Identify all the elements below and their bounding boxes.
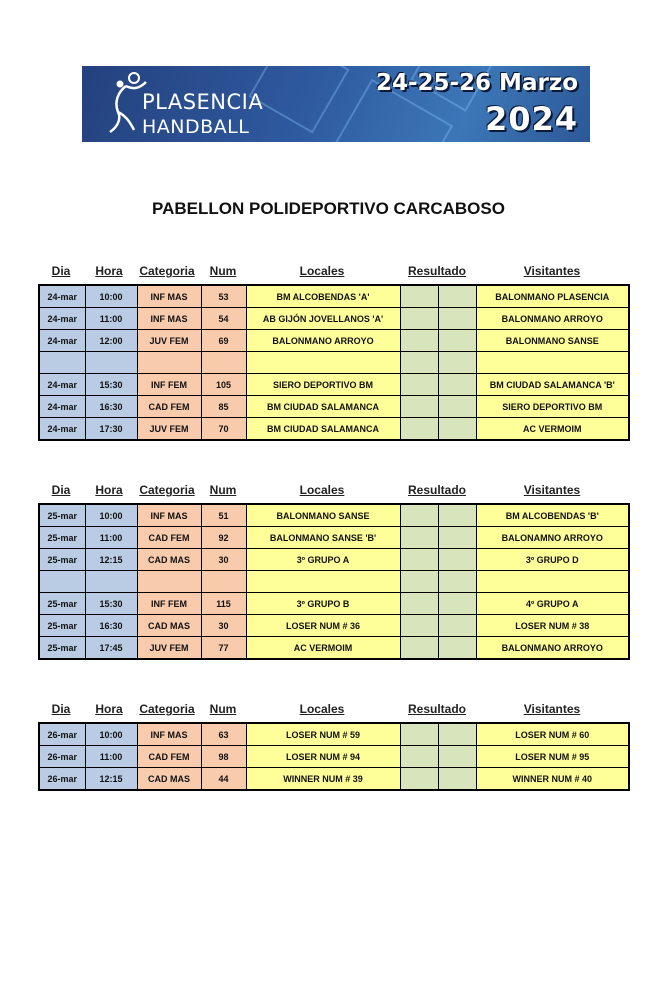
cell-match-number: 63 bbox=[201, 723, 246, 746]
cell-day: 24-mar bbox=[39, 285, 85, 308]
cell-away-score bbox=[438, 285, 476, 308]
cell-time: 15:30 bbox=[85, 593, 137, 615]
cell-home-score bbox=[400, 549, 438, 571]
cell-home-team: AC VERMOIM bbox=[246, 637, 400, 660]
cell-match-number: 51 bbox=[201, 504, 246, 527]
cell-day: 24-mar bbox=[39, 330, 85, 352]
cell-category: INF FEM bbox=[137, 593, 201, 615]
cell-day: 26-mar bbox=[39, 723, 85, 746]
column-header-dia: Dia bbox=[51, 483, 71, 497]
column-header-num: Num bbox=[209, 483, 237, 497]
cell-time bbox=[85, 571, 137, 593]
cell-match-number: 115 bbox=[201, 593, 246, 615]
table-row bbox=[39, 746, 629, 768]
cell-time: 10:00 bbox=[85, 723, 137, 746]
cell-away-team: BALONMANO ARROYO bbox=[476, 637, 629, 660]
cell-away-team: BALONAMNO ARROYO bbox=[476, 527, 629, 549]
cell-time: 17:45 bbox=[85, 637, 137, 660]
cell-match-number: 44 bbox=[201, 768, 246, 791]
cell-home-score bbox=[400, 723, 438, 746]
cell-day: 25-mar bbox=[39, 615, 85, 637]
schedule-table-day-1 bbox=[38, 284, 630, 441]
column-header-num: Num bbox=[209, 264, 237, 278]
cell-match-number: 30 bbox=[201, 549, 246, 571]
cell-category: CAD MAS bbox=[137, 549, 201, 571]
cell-home-score bbox=[400, 418, 438, 441]
cell-match-number: 69 bbox=[201, 330, 246, 352]
cell-category: JUV FEM bbox=[137, 330, 201, 352]
column-header-resultado: Resultado bbox=[407, 702, 467, 716]
cell-home-team: WINNER NUM # 39 bbox=[246, 768, 400, 791]
cell-away-score bbox=[438, 593, 476, 615]
cell-away-team: 4º GRUPO A bbox=[476, 593, 629, 615]
cell-away-score bbox=[438, 615, 476, 637]
cell-time: 10:00 bbox=[85, 504, 137, 527]
cell-category: JUV FEM bbox=[137, 637, 201, 660]
cell-category: INF FEM bbox=[137, 374, 201, 396]
cell-home-team: LOSER NUM # 36 bbox=[246, 615, 400, 637]
cell-home-score bbox=[400, 527, 438, 549]
cell-away-score bbox=[438, 374, 476, 396]
table-row bbox=[39, 637, 629, 660]
cell-away-team: WINNER NUM # 40 bbox=[476, 768, 629, 791]
column-header-visitantes: Visitantes bbox=[523, 264, 581, 278]
cell-away-score bbox=[438, 571, 476, 593]
cell-away-score bbox=[438, 527, 476, 549]
cell-day: 26-mar bbox=[39, 768, 85, 791]
cell-away-team: LOSER NUM # 95 bbox=[476, 746, 629, 768]
cell-match-number: 30 bbox=[201, 615, 246, 637]
cell-category bbox=[137, 352, 201, 374]
column-header-dia: Dia bbox=[51, 264, 71, 278]
banner-year: 2024 bbox=[484, 100, 578, 138]
cell-match-number bbox=[201, 352, 246, 374]
cell-category: INF MAS bbox=[137, 504, 201, 527]
schedule-table-day-2 bbox=[38, 503, 630, 660]
column-header-hora: Hora bbox=[95, 702, 123, 716]
column-header-resultado: Resultado bbox=[407, 483, 467, 497]
table-header-row bbox=[0, 264, 657, 280]
cell-home-team: BALONMANO SANSE 'B' bbox=[246, 527, 400, 549]
table-row bbox=[39, 593, 629, 615]
cell-home-team: LOSER NUM # 94 bbox=[246, 746, 400, 768]
cell-match-number: 85 bbox=[201, 396, 246, 418]
cell-day: 24-mar bbox=[39, 374, 85, 396]
column-header-locales: Locales bbox=[299, 483, 345, 497]
cell-home-team: SIERO DEPORTIVO BM bbox=[246, 374, 400, 396]
column-header-hora: Hora bbox=[95, 483, 123, 497]
cell-away-score bbox=[438, 330, 476, 352]
cell-category: INF MAS bbox=[137, 285, 201, 308]
cell-away-score bbox=[438, 504, 476, 527]
cell-home-score bbox=[400, 746, 438, 768]
column-header-locales: Locales bbox=[299, 702, 345, 716]
column-header-dia: Dia bbox=[51, 702, 71, 716]
cell-home-score bbox=[400, 308, 438, 330]
table-row bbox=[39, 285, 629, 308]
cell-home-score bbox=[400, 637, 438, 660]
cell-away-team: LOSER NUM # 60 bbox=[476, 723, 629, 746]
cell-time: 12:15 bbox=[85, 549, 137, 571]
cell-match-number: 105 bbox=[201, 374, 246, 396]
cell-time: 17:30 bbox=[85, 418, 137, 441]
banner-dates: 24-25-26 Marzo bbox=[375, 70, 578, 96]
table-row bbox=[39, 723, 629, 746]
column-header-visitantes: Visitantes bbox=[523, 483, 581, 497]
cell-home-score bbox=[400, 768, 438, 791]
cell-category: INF MAS bbox=[137, 723, 201, 746]
cell-match-number bbox=[201, 571, 246, 593]
cell-time: 12:00 bbox=[85, 330, 137, 352]
table-row bbox=[39, 527, 629, 549]
cell-day: 25-mar bbox=[39, 549, 85, 571]
cell-category bbox=[137, 571, 201, 593]
cell-match-number: 53 bbox=[201, 285, 246, 308]
cell-away-score bbox=[438, 768, 476, 791]
cell-day: 25-mar bbox=[39, 593, 85, 615]
cell-match-number: 70 bbox=[201, 418, 246, 441]
cell-home-score bbox=[400, 285, 438, 308]
cell-away-team: AC VERMOIM bbox=[476, 418, 629, 441]
table-row bbox=[39, 615, 629, 637]
table-row bbox=[39, 330, 629, 352]
cell-away-team: LOSER NUM # 38 bbox=[476, 615, 629, 637]
cell-home-team: AB GIJÓN JOVELLANOS 'A' bbox=[246, 308, 400, 330]
table-row bbox=[39, 571, 629, 593]
cell-time: 16:30 bbox=[85, 615, 137, 637]
cell-away-score bbox=[438, 418, 476, 441]
cell-home-score bbox=[400, 593, 438, 615]
cell-away-score bbox=[438, 308, 476, 330]
table-header-row bbox=[0, 702, 657, 718]
cell-day bbox=[39, 571, 85, 593]
cell-away-score bbox=[438, 723, 476, 746]
cell-away-score bbox=[438, 352, 476, 374]
cell-time: 12:15 bbox=[85, 768, 137, 791]
column-header-categoria: Categoria bbox=[139, 702, 195, 716]
cell-away-team: BM CIUDAD SALAMANCA 'B' bbox=[476, 374, 629, 396]
cell-home-score bbox=[400, 396, 438, 418]
column-header-num: Num bbox=[209, 702, 237, 716]
cell-time: 10:00 bbox=[85, 285, 137, 308]
cell-home-score bbox=[400, 352, 438, 374]
cell-home-score bbox=[400, 330, 438, 352]
cell-category: CAD MAS bbox=[137, 768, 201, 791]
table-row bbox=[39, 418, 629, 441]
cell-home-team: 3º GRUPO A bbox=[246, 549, 400, 571]
schedule-table-day-3 bbox=[38, 722, 630, 791]
table-row bbox=[39, 308, 629, 330]
cell-home-team: BM CIUDAD SALAMANCA bbox=[246, 418, 400, 441]
cell-home-team bbox=[246, 571, 400, 593]
column-header-categoria: Categoria bbox=[139, 264, 195, 278]
cell-home-team: BM ALCOBENDAS 'A' bbox=[246, 285, 400, 308]
table-row bbox=[39, 768, 629, 791]
cell-match-number: 54 bbox=[201, 308, 246, 330]
cell-away-score bbox=[438, 637, 476, 660]
cell-home-score bbox=[400, 571, 438, 593]
column-header-locales: Locales bbox=[299, 264, 345, 278]
cell-home-score bbox=[400, 615, 438, 637]
cell-match-number: 98 bbox=[201, 746, 246, 768]
cell-home-team: BALONMANO SANSE bbox=[246, 504, 400, 527]
column-header-categoria: Categoria bbox=[139, 483, 195, 497]
cell-match-number: 92 bbox=[201, 527, 246, 549]
cell-home-team bbox=[246, 352, 400, 374]
cell-match-number: 77 bbox=[201, 637, 246, 660]
table-row bbox=[39, 504, 629, 527]
cell-day: 25-mar bbox=[39, 504, 85, 527]
cell-away-score bbox=[438, 746, 476, 768]
cell-time: 11:00 bbox=[85, 746, 137, 768]
cell-day: 25-mar bbox=[39, 527, 85, 549]
cell-category: CAD MAS bbox=[137, 615, 201, 637]
page-title: PABELLON POLIDEPORTIVO CARCABOSO bbox=[152, 199, 505, 218]
event-banner bbox=[82, 66, 590, 142]
cell-away-team bbox=[476, 571, 629, 593]
cell-away-team: BM ALCOBENDAS 'B' bbox=[476, 504, 629, 527]
cell-home-score bbox=[400, 504, 438, 527]
cell-time: 11:00 bbox=[85, 527, 137, 549]
cell-category: CAD FEM bbox=[137, 396, 201, 418]
cell-away-team: BALONMANO ARROYO bbox=[476, 308, 629, 330]
cell-home-team: BALONMANO ARROYO bbox=[246, 330, 400, 352]
cell-time: 15:30 bbox=[85, 374, 137, 396]
cell-time: 11:00 bbox=[85, 308, 137, 330]
cell-away-team bbox=[476, 352, 629, 374]
cell-home-score bbox=[400, 374, 438, 396]
cell-category: CAD FEM bbox=[137, 746, 201, 768]
cell-day: 24-mar bbox=[39, 418, 85, 441]
cell-away-score bbox=[438, 549, 476, 571]
cell-day: 24-mar bbox=[39, 396, 85, 418]
cell-home-team: 3º GRUPO B bbox=[246, 593, 400, 615]
cell-category: JUV FEM bbox=[137, 418, 201, 441]
cell-category: INF MAS bbox=[137, 308, 201, 330]
cell-time bbox=[85, 352, 137, 374]
column-header-hora: Hora bbox=[95, 264, 123, 278]
cell-day: 25-mar bbox=[39, 637, 85, 660]
logo-text-handball: HANDBALL bbox=[142, 116, 250, 138]
cell-away-score bbox=[438, 396, 476, 418]
logo-text-plasencia: PLASENCIA bbox=[142, 90, 264, 114]
column-header-visitantes: Visitantes bbox=[523, 702, 581, 716]
cell-category: CAD FEM bbox=[137, 527, 201, 549]
column-header-resultado: Resultado bbox=[407, 264, 467, 278]
cell-home-team: LOSER NUM # 59 bbox=[246, 723, 400, 746]
cell-away-team: 3º GRUPO D bbox=[476, 549, 629, 571]
cell-day bbox=[39, 352, 85, 374]
cell-time: 16:30 bbox=[85, 396, 137, 418]
cell-away-team: SIERO DEPORTIVO BM bbox=[476, 396, 629, 418]
cell-away-team: BALONMANO PLASENCIA bbox=[476, 285, 629, 308]
table-row bbox=[39, 396, 629, 418]
cell-day: 26-mar bbox=[39, 746, 85, 768]
cell-day: 24-mar bbox=[39, 308, 85, 330]
banner-hex-decoration bbox=[248, 66, 349, 134]
table-row bbox=[39, 374, 629, 396]
cell-home-team: BM CIUDAD SALAMANCA bbox=[246, 396, 400, 418]
table-row bbox=[39, 549, 629, 571]
table-row bbox=[39, 352, 629, 374]
cell-away-team: BALONMANO SANSE bbox=[476, 330, 629, 352]
table-header-row bbox=[0, 483, 657, 499]
